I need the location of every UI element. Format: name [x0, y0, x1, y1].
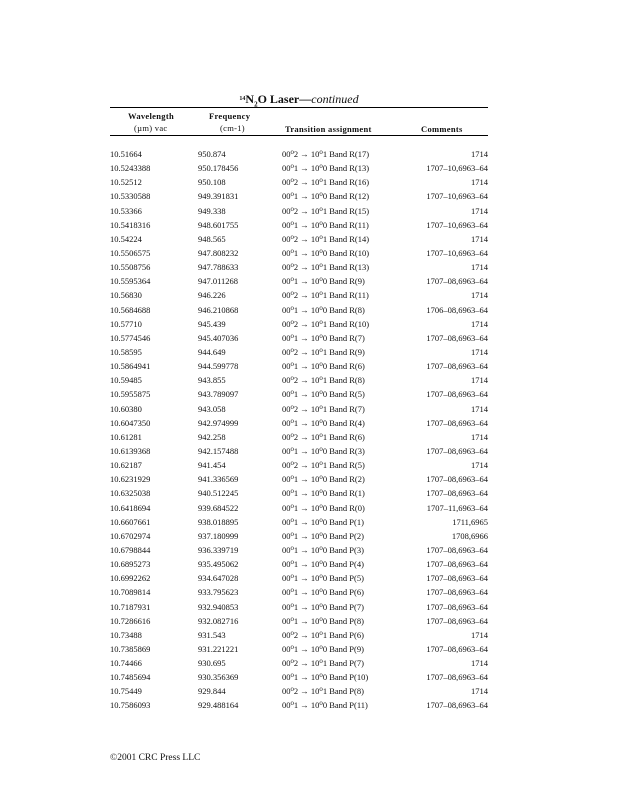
title-main: N [245, 92, 255, 106]
wavelength-cell: 10.6139368 [110, 445, 151, 456]
table-row [110, 345, 488, 359]
frequency-cell: 945.439 [198, 318, 226, 329]
comments-cell: 1707–11,6963–64 [426, 502, 488, 513]
comments-cell: 1707–08,6963–64 [426, 544, 488, 555]
wavelength-cell: 10.62187 [110, 460, 142, 471]
table-row [110, 288, 488, 302]
table-row [110, 571, 488, 585]
wavelength-cell: 10.53366 [110, 205, 142, 216]
comments-cell: 1714 [471, 375, 488, 386]
transition-cell: 00⁰1 → 10⁰0 Band R(6) [282, 361, 365, 372]
transition-cell: 00⁰2 → 10⁰1 Band R(16) [282, 177, 370, 188]
wavelength-cell: 10.6702974 [110, 530, 151, 541]
wavelength-cell: 10.58595 [110, 346, 142, 357]
table-row [110, 529, 488, 543]
transition-cell: 00⁰2 → 10⁰1 Band R(13) [282, 262, 370, 273]
comments-cell: 1707–08,6963–64 [426, 615, 488, 626]
frequency-cell: 930.356369 [198, 672, 239, 683]
transition-cell: 00⁰1 → 10⁰0 Band P(10) [282, 672, 369, 683]
table-row [110, 515, 488, 529]
frequency-cell: 930.695 [198, 658, 226, 669]
comments-cell: 1708,6966 [451, 530, 488, 541]
comments-cell: 1707–08,6963–64 [426, 573, 488, 584]
wavelength-cell: 10.6895273 [110, 559, 151, 570]
transition-cell: 00⁰1 → 10⁰0 Band R(4) [282, 417, 365, 428]
header-transition: Transition assignment [285, 124, 372, 134]
transition-cell: 00⁰2 → 10⁰1 Band P(8) [282, 686, 364, 697]
table-row [110, 373, 488, 387]
wavelength-cell: 10.5774546 [110, 332, 151, 343]
wavelength-cell: 10.61281 [110, 431, 142, 442]
wavelength-cell: 10.74466 [110, 658, 142, 669]
wavelength-cell: 10.6231929 [110, 474, 151, 485]
frequency-cell: 947.788633 [198, 262, 239, 273]
wavelength-cell: 10.5864941 [110, 361, 151, 372]
frequency-cell: 950.178456 [198, 163, 239, 174]
wavelength-cell: 10.54224 [110, 233, 142, 244]
transition-cell: 00⁰1 → 10⁰0 Band R(13) [282, 163, 370, 174]
table-row [110, 642, 488, 656]
table-row [110, 175, 488, 189]
header-frequency-unit: (cm-1) [220, 123, 245, 133]
transition-cell: 00⁰2 → 10⁰1 Band R(9) [282, 346, 365, 357]
transition-cell: 00⁰1 → 10⁰0 Band P(6) [282, 587, 364, 598]
comments-cell: 1707–08,6963–64 [426, 276, 488, 287]
frequency-cell: 947.011268 [198, 276, 239, 287]
comments-cell: 1707–10,6963–64 [426, 247, 488, 258]
table-row [110, 684, 488, 698]
table-row [110, 416, 488, 430]
comments-cell: 1714 [471, 658, 488, 669]
transition-cell: 00⁰1 → 10⁰0 Band R(10) [282, 247, 370, 258]
transition-cell: 00⁰1 → 10⁰0 Band R(1) [282, 488, 365, 499]
comments-cell: 1707–08,6963–64 [426, 700, 488, 711]
transition-cell: 00⁰2 → 10⁰1 Band R(10) [282, 318, 370, 329]
laser-table [110, 147, 488, 713]
transition-cell: 00⁰1 → 10⁰0 Band P(5) [282, 573, 364, 584]
wavelength-cell: 10.73488 [110, 629, 142, 640]
comments-cell: 1707–10,6963–64 [426, 163, 488, 174]
wavelength-cell: 10.60380 [110, 403, 142, 414]
comments-cell: 1714 [471, 346, 488, 357]
table-row [110, 246, 488, 260]
transition-cell: 00⁰1 → 10⁰0 Band P(1) [282, 516, 364, 527]
transition-cell: 00⁰1 → 10⁰0 Band R(7) [282, 332, 365, 343]
comments-cell: 1707–08,6963–64 [426, 488, 488, 499]
table-row [110, 656, 488, 670]
frequency-cell: 931.543 [198, 629, 226, 640]
transition-cell: 00⁰1 → 10⁰0 Band P(9) [282, 643, 364, 654]
comments-cell: 1714 [471, 262, 488, 273]
transition-cell: 00⁰1 → 10⁰0 Band P(4) [282, 559, 364, 570]
frequency-cell: 949.391831 [198, 191, 239, 202]
comments-cell: 1707–08,6963–64 [426, 361, 488, 372]
comments-cell: 1707–08,6963–64 [426, 417, 488, 428]
comments-cell: 1714 [471, 290, 488, 301]
table-row [110, 274, 488, 288]
transition-cell: 00⁰1 → 10⁰0 Band P(11) [282, 700, 368, 711]
frequency-cell: 944.599778 [198, 361, 239, 372]
comments-cell: 1714 [471, 431, 488, 442]
transition-cell: 00⁰1 → 10⁰0 Band R(8) [282, 304, 365, 315]
wavelength-cell: 10.6418694 [110, 502, 151, 513]
comments-cell: 1711,6965 [452, 516, 488, 527]
comments-cell: 1707–10,6963–64 [426, 219, 488, 230]
wavelength-cell: 10.5955875 [110, 389, 151, 400]
frequency-cell: 941.454 [198, 460, 226, 471]
table-row [110, 218, 488, 232]
wavelength-cell: 10.5506575 [110, 247, 151, 258]
table-row [110, 698, 488, 712]
frequency-cell: 932.940853 [198, 601, 239, 612]
frequency-cell: 943.789097 [198, 389, 239, 400]
table-row [110, 458, 488, 472]
header-frequency: Frequency [209, 111, 251, 121]
comments-cell: 1714 [471, 177, 488, 188]
table-row [110, 147, 488, 161]
frequency-cell: 936.339719 [198, 544, 239, 555]
table-row [110, 670, 488, 684]
table-row [110, 628, 488, 642]
frequency-cell: 942.157488 [198, 445, 239, 456]
copyright: ©2001 CRC Press LLC [110, 753, 201, 763]
table-row [110, 204, 488, 218]
comments-cell: 1707–08,6963–64 [426, 587, 488, 598]
table-row [110, 501, 488, 515]
frequency-cell: 939.684522 [198, 502, 239, 513]
table-row [110, 232, 488, 246]
header-wavelength-unit: (µm) vac [134, 123, 168, 133]
frequency-cell: 932.082716 [198, 615, 239, 626]
transition-cell: 00⁰2 → 10⁰1 Band R(17) [282, 149, 370, 159]
table-row [110, 303, 488, 317]
comments-cell: 1707–08,6963–64 [426, 332, 488, 343]
frequency-cell: 937.180999 [198, 530, 239, 541]
transition-cell: 00⁰2 → 10⁰1 Band P(7) [282, 658, 364, 669]
frequency-cell: 944.649 [198, 346, 226, 357]
table-row [110, 543, 488, 557]
frequency-cell: 947.808232 [198, 247, 239, 258]
frequency-cell: 948.565 [198, 233, 226, 244]
frequency-cell: 934.647028 [198, 573, 239, 584]
transition-cell: 00⁰1 → 10⁰0 Band P(2) [282, 530, 364, 541]
frequency-cell: 949.338 [198, 205, 226, 216]
transition-cell: 00⁰1 → 10⁰0 Band R(11) [282, 219, 369, 230]
wavelength-cell: 10.6325038 [110, 488, 151, 499]
table-row [110, 600, 488, 614]
transition-cell: 00⁰1 → 10⁰0 Band R(5) [282, 389, 365, 400]
comments-cell: 1714 [471, 205, 488, 216]
comments-cell: 1714 [471, 318, 488, 329]
frequency-cell: 946.210868 [198, 304, 239, 315]
frequency-cell: 940.512245 [198, 488, 239, 499]
wavelength-cell: 10.52512 [110, 177, 142, 188]
frequency-cell: 943.855 [198, 375, 226, 386]
transition-cell: 00⁰1 → 10⁰0 Band P(3) [282, 544, 364, 555]
frequency-cell: 938.018895 [198, 516, 239, 527]
transition-cell: 00⁰2 → 10⁰1 Band R(5) [282, 460, 365, 471]
transition-cell: 00⁰1 → 10⁰0 Band R(0) [282, 502, 365, 513]
title-subscript: 2 [254, 100, 258, 109]
wavelength-cell: 10.59485 [110, 375, 142, 386]
table-row [110, 430, 488, 444]
wavelength-cell: 10.5508756 [110, 262, 151, 273]
wavelength-cell: 10.5595364 [110, 276, 151, 287]
comments-cell: 1707–08,6963–64 [426, 559, 488, 570]
comments-cell: 1707–08,6963–64 [426, 389, 488, 400]
table-row [110, 260, 488, 274]
comments-cell: 1707–10,6963–64 [426, 191, 488, 202]
table-row [110, 161, 488, 175]
table-row [110, 444, 488, 458]
table-row [110, 317, 488, 331]
header-comments: Comments [421, 124, 463, 134]
table-row [110, 486, 488, 500]
wavelength-cell: 10.56830 [110, 290, 142, 301]
transition-cell: 00⁰2 → 10⁰1 Band R(14) [282, 233, 370, 244]
page-title [110, 92, 488, 108]
wavelength-cell: 10.7089814 [110, 587, 151, 598]
wavelength-cell: 10.75449 [110, 686, 142, 697]
comments-cell: 1714 [471, 629, 488, 640]
comments-cell: 1707–08,6963–64 [426, 672, 488, 683]
transition-cell: 00⁰1 → 10⁰0 Band R(2) [282, 474, 365, 485]
frequency-cell: 935.495062 [198, 559, 239, 570]
wavelength-cell: 10.7485694 [110, 672, 151, 683]
wavelength-cell: 10.6992262 [110, 573, 151, 584]
frequency-cell: 929.488164 [198, 700, 239, 711]
table-row [110, 402, 488, 416]
wavelength-cell: 10.6607661 [110, 516, 151, 527]
frequency-cell: 931.221221 [198, 643, 239, 654]
comments-cell: 1714 [471, 233, 488, 244]
transition-cell: 00⁰2 → 10⁰1 Band R(7) [282, 403, 365, 414]
transition-cell: 00⁰1 → 10⁰0 Band P(7) [282, 601, 364, 612]
wavelength-cell: 10.6798844 [110, 544, 151, 555]
wavelength-cell: 10.7586093 [110, 700, 151, 711]
table-row [110, 614, 488, 628]
transition-cell: 00⁰2 → 10⁰1 Band R(8) [282, 375, 365, 386]
comments-cell: 1707–08,6963–64 [426, 445, 488, 456]
wavelength-cell: 10.57710 [110, 318, 142, 329]
comments-cell: 1714 [471, 686, 488, 697]
comments-cell: 1714 [471, 460, 488, 471]
wavelength-cell: 10.5684688 [110, 304, 151, 315]
frequency-cell: 945.407036 [198, 332, 239, 343]
transition-cell: 00⁰1 → 10⁰0 Band R(3) [282, 445, 365, 456]
frequency-cell: 948.601755 [198, 219, 239, 230]
wavelength-cell: 10.5330588 [110, 191, 151, 202]
wavelength-cell: 10.6047350 [110, 417, 151, 428]
frequency-cell: 950.108 [198, 177, 226, 188]
wavelength-cell: 10.7385869 [110, 643, 151, 654]
table-row [110, 585, 488, 599]
header-wavelength: Wavelength [128, 111, 174, 121]
transition-cell: 00⁰2 → 10⁰1 Band R(15) [282, 205, 370, 216]
title-rest: O Laser— [257, 92, 312, 106]
frequency-cell: 933.795623 [198, 587, 239, 598]
comments-cell: 1706–08,6963–64 [426, 304, 488, 315]
transition-cell: 00⁰1 → 10⁰0 Band R(9) [282, 276, 365, 287]
comments-cell: 1707–08,6963–64 [426, 601, 488, 612]
frequency-cell: 929.844 [198, 686, 226, 697]
transition-cell: 00⁰2 → 10⁰1 Band R(11) [282, 290, 369, 301]
comments-cell: 1714 [471, 149, 488, 159]
wavelength-cell: 10.7286616 [110, 615, 151, 626]
table-row [110, 557, 488, 571]
comments-cell: 1707–08,6963–64 [426, 643, 488, 654]
table-row [110, 387, 488, 401]
transition-cell: 00⁰1 → 10⁰0 Band P(8) [282, 615, 364, 626]
frequency-cell: 950.874 [198, 149, 226, 159]
title-continued: continued [311, 92, 359, 106]
header-rule [110, 135, 488, 136]
frequency-cell: 941.336569 [198, 474, 239, 485]
transition-cell: 00⁰2 → 10⁰1 Band P(6) [282, 629, 364, 640]
wavelength-cell: 10.5243388 [110, 163, 151, 174]
comments-cell: 1707–08,6963–64 [426, 474, 488, 485]
frequency-cell: 942.974999 [198, 417, 239, 428]
frequency-cell: 942.258 [198, 431, 226, 442]
comments-cell: 1714 [471, 403, 488, 414]
table-row [110, 331, 488, 345]
table-row [110, 472, 488, 486]
table-row [110, 359, 488, 373]
top-rule [110, 107, 488, 108]
transition-cell: 00⁰1 → 10⁰0 Band R(12) [282, 191, 370, 202]
table-row [110, 189, 488, 203]
transition-cell: 00⁰2 → 10⁰1 Band R(6) [282, 431, 365, 442]
title-isotope: 14 [239, 96, 246, 102]
wavelength-cell: 10.51664 [110, 149, 142, 159]
wavelength-cell: 10.5418316 [110, 219, 151, 230]
frequency-cell: 943.058 [198, 403, 226, 414]
wavelength-cell: 10.7187931 [110, 601, 151, 612]
frequency-cell: 946.226 [198, 290, 226, 301]
